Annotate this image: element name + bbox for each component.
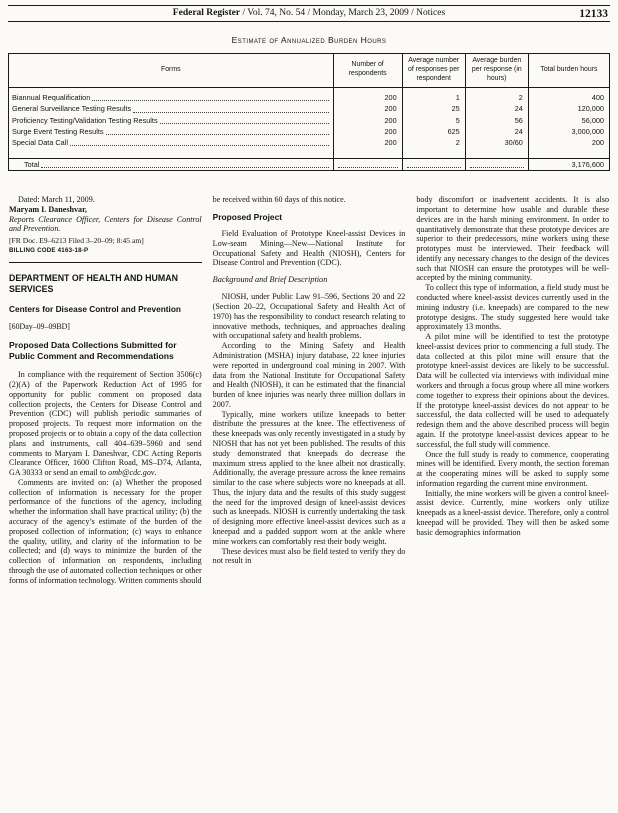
- three-column-body: [9, 195, 609, 585]
- respondents-cell: 200: [333, 137, 402, 148]
- spacer-cell: [528, 148, 609, 158]
- column-left: [9, 195, 202, 585]
- form-cell: [9, 87, 334, 103]
- signature-name: Maryam I. Daneshvar,: [9, 204, 87, 214]
- total-cell: 400: [528, 87, 609, 103]
- paragraph-full-study: Once the full study is ready to commence, cooperating mines will be identified. Every month, the section foreman at the cooperating mines will be asked to supply some information regarding the current mine environment.: [416, 449, 610, 488]
- column-header-forms: Forms: [9, 54, 334, 88]
- table-title: Estimate of Annualized Burden Hours: [231, 35, 387, 45]
- total-cell: 3,000,000: [528, 126, 609, 137]
- dotted-leader: [106, 134, 329, 135]
- spacer-cell: [333, 148, 402, 158]
- issue-info: / Vol. 74, No. 54 / Monday, March 23, 2009 / Notices: [240, 8, 446, 18]
- form-name: General Surveillance Testing Results: [12, 104, 132, 114]
- column-header-total: Total burden hours: [528, 54, 609, 88]
- respondents-cell: 200: [333, 115, 402, 126]
- table-row: [9, 103, 610, 114]
- responses-cell: 25: [402, 103, 465, 114]
- dotted-leader: [133, 112, 328, 113]
- burden-cell: 24: [465, 103, 528, 114]
- total-responses-cell: [402, 158, 465, 170]
- responses-cell: 1: [402, 87, 465, 103]
- respondents-cell: 200: [333, 103, 402, 114]
- total-label-cell: [9, 158, 334, 170]
- column-header-burden: Average burden per response (in hours): [465, 54, 528, 88]
- spacer-cell: [402, 148, 465, 158]
- paragraph-initially: Initially, the mine workers will be given a control kneel-assist device. Currently, mine workers only utilize kneepads as a kneel-assist device. Therefore, only a control kneepad will be provided. They will then be asked some basic demographics information: [416, 488, 610, 537]
- paragraph-discomfort: body discomfort or inadvertent accidents. It is also important to determine how usable and durable these devices are in the harsh mining environment. In order to quantitatively demonstrate that these prototype devices are superior to their predecessors, mine workers using these prototypes must be interviewed. Their feedback will identify any necessary changes to the design of the devices such that NIOSH can ensure the prototypes will be well-accepted by the mining community.: [416, 195, 610, 283]
- burden-cell: 24: [465, 126, 528, 137]
- email-address: omb@cdc.gov: [108, 468, 155, 478]
- compliance-text: In compliance with the requirement of Section 3506(c)(2)(A) of the Paperwork Reduction Act of 1995 for opportunity for public comment on proposed data collection projects, the Centers for Disease Control and Prevention (CDC) will publish periodic summaries of proposed projects. To request more information on the proposed projects or to obtain a copy of the data collection plans and instruments, call 404–639–5960 and send comments to Maryam I. Daneshvar, CDC Acting Reports Clearance Officer, 1600 Clifton Road, MS–D74, Atlanta, GA 30333 or send an email to: [9, 370, 202, 478]
- journal-name: Federal Register: [172, 8, 241, 18]
- signature-title: Reports Clearance Officer, Centers for Disease Control and Prevention.: [9, 214, 202, 234]
- background-heading: Background and Brief Description: [212, 275, 328, 285]
- docket-number: [60Day–09–09BD]: [9, 322, 70, 332]
- dotted-leader: [338, 167, 398, 168]
- paragraph-field-tested: These devices must also be field tested to verify they do not result in: [212, 546, 406, 566]
- proposed-project-heading: Proposed Project: [212, 211, 283, 222]
- dotted-leader: [160, 123, 329, 124]
- total-cell: 120,000: [528, 103, 609, 114]
- paragraph-pilot-mine: A pilot mine will be identified to test the prototype kneel-assist devices prior to commencing a full study. The data collected at this pilot mine will ensure that the prototype kneel-assist devices are likely to be successful. Data will be collected via interviews with individual mine workers and through a focus group where all mine workers come together to express their opinions about the devices. If the prototype kneel-assist devices do not appear to be successful, the data collected will be used to adequately redesign them and the above described process will begin again. If the prototype kneel-assist devices appear to be successful, the full study will commence.: [416, 332, 610, 449]
- grand-total-cell: 3,176,600: [528, 158, 609, 170]
- respondents-cell: 200: [333, 126, 402, 137]
- agency-heading: Centers for Disease Control and Prevention: [9, 304, 181, 314]
- federal-register-page: [0, 5, 618, 585]
- dated-line: Dated: March 11, 2009.: [18, 195, 95, 205]
- page-number: 12133: [579, 8, 608, 20]
- form-cell: [9, 115, 334, 126]
- page-header: [8, 5, 610, 22]
- column-header-respondents: Number of respondents: [333, 54, 402, 88]
- dotted-leader: [470, 167, 524, 168]
- respondents-cell: 200: [333, 87, 402, 103]
- paragraph-niosh-authority: NIOSH, under Public Law 91–596, Sections 20 and 22 (Section 20–22, Occupational Safety and Health Act of 1970) has the responsibility to conduct research relating to innovative methods, techniques, and approaches dealing with occupational safety and health problems.: [212, 292, 406, 341]
- responses-cell: 2: [402, 137, 465, 148]
- total-burden-cell: [465, 158, 528, 170]
- table-total-row: [9, 158, 610, 170]
- paragraph-comments-invited: Comments are invited on: (a) Whether the proposed collection of information is necessary for the proper performance of the functions of the agency, including whether the information shall have practical utility; (b) the accuracy of the agency’s estimate of the burden of the proposed collection of information; (c) ways to enhance the quality, utility, and clarity of the information to be collected; and (d) ways to minimize the burden of the collection of information on respondents, including through the use of automated collection techniques or other forms of information technology. Written comments should: [9, 477, 202, 585]
- column-right: [416, 195, 609, 585]
- table-row: [9, 87, 610, 103]
- spacer-cell: [9, 148, 334, 158]
- form-cell: [9, 137, 334, 148]
- total-cell: 200: [528, 137, 609, 148]
- table-row: [9, 126, 610, 137]
- total-cell: 56,000: [528, 115, 609, 126]
- paragraph-msha-injuries: According to the Mining Safety and Health Administration (MSHA) injury database, 22 knee injuries were reported in underground coal mining in 2007. With data from the National Institute for Occupational Safety and Health (NIOSH), it can be estimated that the financial burden of knee injuries was nearly three million dollars in 2007.: [212, 341, 406, 409]
- spacer-row: [9, 148, 610, 158]
- form-cell: [9, 126, 334, 137]
- dotted-leader: [92, 100, 328, 101]
- paragraph-kneepads-study: Typically, mine workers utilize kneepads to better distribute the pressures at the knee. The effectiveness of these kneepads was only recently investigated in a study by NIOSH that has not yet been published. The results of this study demonstrated that kneepads do decrease the maximum stress applied to the knee albeit not drastically. Additionally, the average pressure across the knee remains similar to the case where subjects wore no kneepads at all. Thus, the injury data and the results of this study suggest the need for the improved design of kneel-assist devices such as kneepads. NIOSH is currently undertaking the task of designing more effective kneel-assist devices such as a kneepad and a padded support worn at the ankle where mine workers can comfortably rest their body weight.: [212, 409, 406, 546]
- document-separator-rule: [9, 262, 202, 263]
- form-name: Biannual Requalification: [12, 92, 91, 102]
- total-respondents-cell: [333, 158, 402, 170]
- table-row: [9, 115, 610, 126]
- burden-cell: 30/60: [465, 137, 528, 148]
- total-label: Total: [24, 159, 40, 169]
- table-header-row: [9, 54, 610, 88]
- billing-code: BILLING CODE 4163-18-P: [9, 246, 89, 254]
- spacer-cell: [465, 148, 528, 158]
- dotted-leader: [41, 167, 328, 168]
- form-name: Proficiency Testing/Validation Testing Results: [12, 115, 158, 125]
- column-middle: [213, 195, 406, 585]
- responses-cell: 625: [402, 126, 465, 137]
- fr-doc-line: [FR Doc. E9–6213 Filed 3–20–09; 8:45 am]: [9, 236, 144, 246]
- burden-hours-table: [8, 53, 610, 171]
- paragraph-continuation: be received within 60 days of this notice.: [212, 195, 346, 205]
- table-row: [9, 137, 610, 148]
- form-name: Special Data Call: [12, 138, 68, 148]
- dotted-leader: [70, 145, 329, 146]
- burden-cell: 2: [465, 87, 528, 103]
- paragraph-compliance: [9, 370, 202, 478]
- paragraph-field-study: To collect this type of information, a field study must be conducted where kneel-assist devices currently used in the mining industry (i.e. kneepads) are compared to the new prototype designs. The study suggested here would take approximately 13 months.: [416, 283, 610, 332]
- paragraph-project-description: Field Evaluation of Prototype Kneel-assist Devices in Low-seam Mining—New—National Institute for Occupational Safety and Health (NIOSH), Centers for Disease Control and Prevention (CDC).: [212, 229, 406, 268]
- responses-cell: 5: [402, 115, 465, 126]
- dotted-leader: [407, 167, 461, 168]
- burden-table-section: [0, 35, 618, 171]
- column-header-responses: Average number of responses per respondent: [402, 54, 465, 88]
- notice-title: Proposed Data Collections Submitted for Public Comment and Recommendations: [9, 339, 177, 362]
- department-heading: DEPARTMENT OF HEALTH AND HUMAN SERVICES: [9, 273, 178, 295]
- form-cell: [9, 103, 334, 114]
- form-name: Surge Event Testing Results: [12, 126, 104, 136]
- burden-cell: 56: [465, 115, 528, 126]
- compliance-period: .: [154, 468, 157, 478]
